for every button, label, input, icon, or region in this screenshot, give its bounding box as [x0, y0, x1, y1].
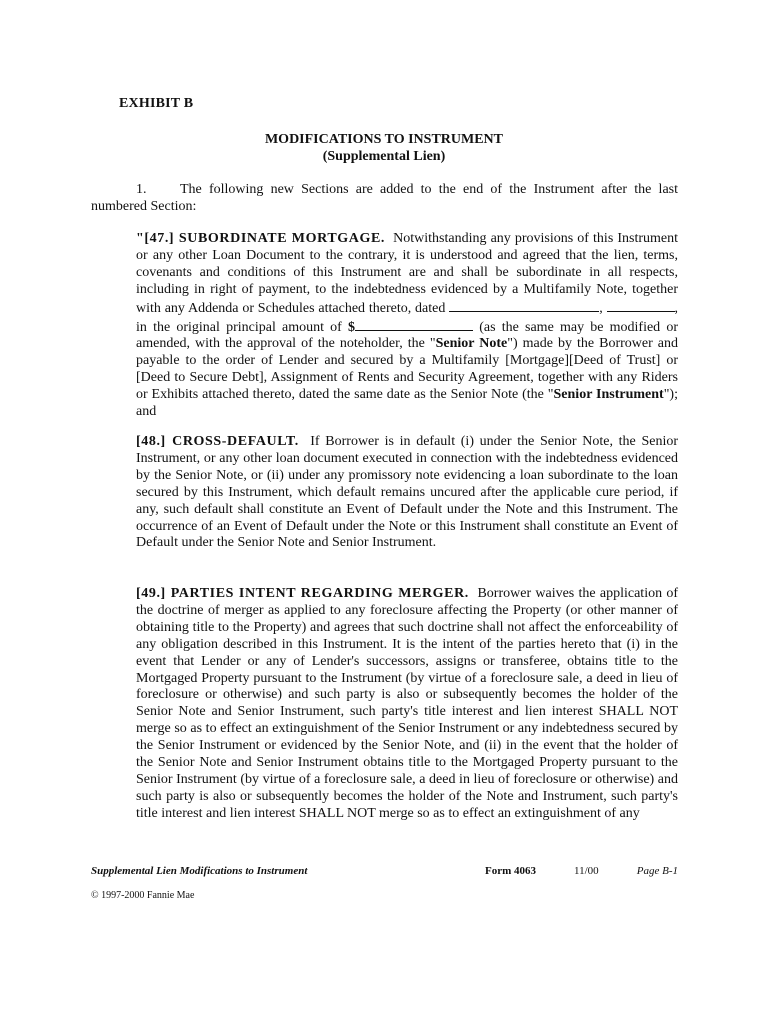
- section-48-text: If Borrower is in default (i) under the Senior Note, the Senior Instrument, or any other loan document executed in connection with the indebtedness evidenced by the Senior Note, or (ii) under any promissory note evidencing a loan subordinate to the loan secured by this Instrument, which default remains uncured after the applicable cure period, if any, such default shall constitute an Event of Default under the Note and this Instrument. The occurrence of an Event of Default under the Note or this Instrument shall constitute an Event of Default under the Senior Note and Senior Instrument.: [136, 434, 678, 551]
- senior-note-term: Senior Note: [435, 336, 508, 352]
- footer-date: 11/00: [574, 865, 599, 877]
- intro-text: The following new Sections are added to the end of the Instrument after the last numbered Section:: [91, 182, 678, 214]
- section-49-heading: [49.] PARTIES INTENT REGARDING MERGER.: [136, 586, 469, 601]
- document-title-block: [0, 131, 768, 165]
- section-48-cross-default: [136, 434, 678, 552]
- section-49-text: Borrower waives the application of the doctrine of merger as applied to any foreclosure affecting the Property (or other manner of obtaining title to the Property) and agrees that such doctrine shall not affect the enforceability of any obligation described in this Instrument. It is the intent of the parties hereto that (i) in the event that Lender or any of Lender's successors, assigns or transferee, obtains title to the Mortgaged Property pursuant to the Instrument (by virtue of a foreclosure sale, a deed in lieu of foreclosure or otherwise) and such party is also or subsequently becomes the holder of the Senior Note and Senior Instrument, such party's title interest and lien interest SHALL NOT merge so as to effect an extinguishment of the Senior Instrument or any indebtedness secured by the Senior Instrument or evidenced by the Senior Note, and (ii) in the event that the holder of the Senior Note and Senior Instrument obtains title to the Mortgaged Property pursuant to the Senior Instrument (by virtue of a foreclosure sale, a deed in lieu of foreclosure or otherwise) and such party is also or subsequently becomes the holder of the Note and Instrument, such party's title interest and lien interest SHALL NOT merge so as to effect an extinguishment of any: [136, 586, 679, 821]
- exhibit-label: EXHIBIT B: [119, 96, 194, 111]
- section-47-text-2: (as the same may be modified or amended, with the approval of the noteholder, the ": [136, 319, 679, 352]
- document-title: MODIFICATIONS TO INSTRUMENT: [264, 132, 504, 147]
- senior-instrument-term: Senior Instrument: [553, 387, 664, 403]
- section-47-heading: "[47.] SUBORDINATE MORTGAGE.: [136, 231, 385, 246]
- amount-blank-field[interactable]: [355, 318, 473, 331]
- section-47-text-3: ") made by the Borrower and payable to the order of Lender and secured by a Multifamily [Mortgage][Deed of Trust] or [Deed to Secure Debt], Assignment of Rents and Security Agreement, together with any Riders or Exhibits attached thereto, dated the same date as the Senior Note (the ": [136, 336, 679, 403]
- footer-document-name: Supplemental Lien Modifications to Instrument: [91, 865, 308, 877]
- footer-page-number: Page B-1: [636, 865, 678, 877]
- copyright-notice: © 1997-2000 Fannie Mae: [91, 890, 195, 901]
- year-blank-field[interactable]: [607, 299, 675, 312]
- intro-paragraph: [91, 181, 678, 215]
- section-49-merger: [136, 586, 678, 823]
- page-footer: [91, 865, 678, 881]
- date-blank-field[interactable]: [449, 299, 599, 312]
- section-47-subordinate-mortgage: [136, 231, 678, 421]
- blank-separator-2: , in the original principal amount of: [136, 300, 679, 335]
- footer-form-number: Form 4063: [485, 865, 537, 877]
- blank-separator-1: ,: [599, 300, 603, 316]
- section-47-text-4: "); and: [136, 387, 678, 420]
- section-47-text-1: Notwithstanding any provisions of this Instrument or any other Loan Document to the contrary, it is understood and agreed that the lien, terms, covenants and conditions of this Instrument are and shall be subordinate in all respects, including in right of payment, to the indebtedness evidenced by a Multifamily Note, together with any Addenda or Schedules attached thereto, dated: [136, 231, 678, 316]
- section-48-heading: [48.] CROSS-DEFAULT.: [136, 434, 299, 449]
- document-subtitle: (Supplemental Lien): [322, 149, 446, 164]
- dollar-sign: $: [348, 319, 356, 335]
- intro-number: 1.: [136, 182, 147, 197]
